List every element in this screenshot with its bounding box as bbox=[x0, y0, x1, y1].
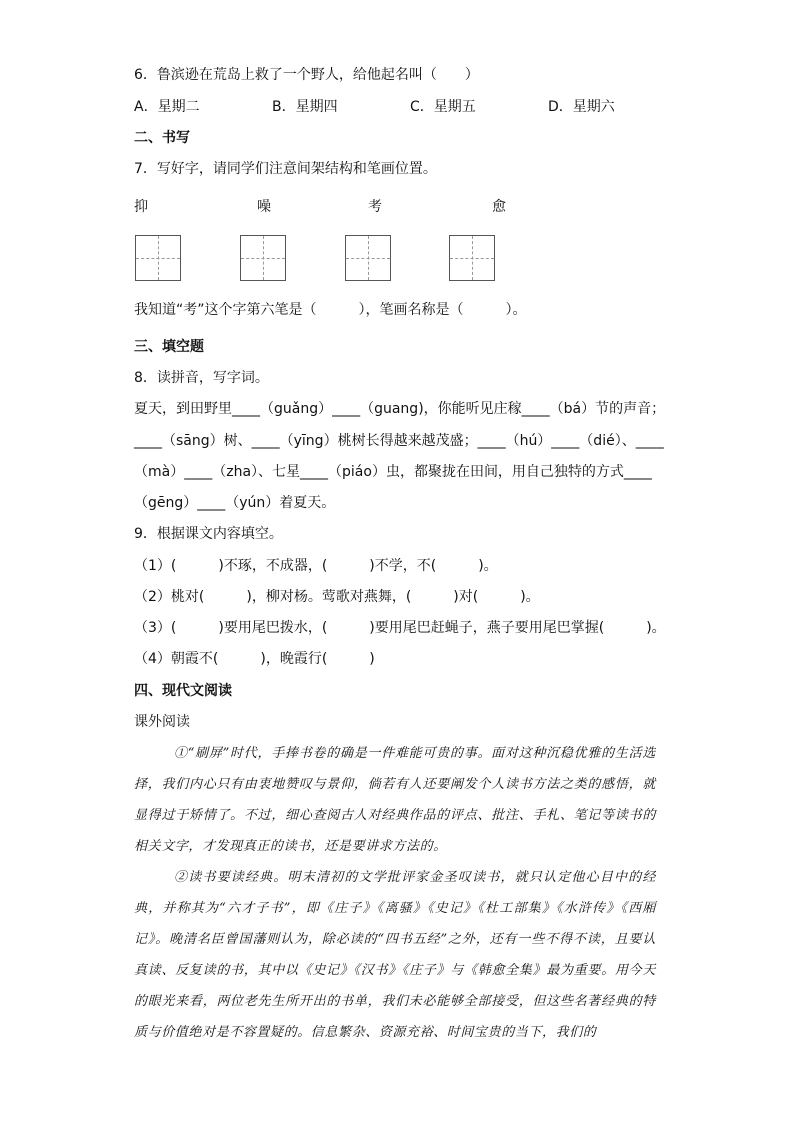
writing-grid-3[interactable] bbox=[345, 235, 391, 281]
section-3-title: 三、填空题 bbox=[134, 339, 204, 355]
pinyin-line-3: （mà）____（zha）、七星____（piáo）虫，都聚拢在田间，用自己独特的方式____ bbox=[134, 464, 652, 480]
reading-paragraph-2: ②读书要读经典。明末清初的文学批评家金圣叹读书，就只认定他心目中的经典，并称其为“六才子书”，即《庄子》《离骚》《史记》《杜工部集》《水浒传》《西厢记》。晚清名臣曾国藩则认为，除必读的“四书五经”之外，还有一些不得不读，且要认真读、反复读的书，其中以《史记》《汉书》《庄子》与《韩愈全集》最为重要。用今天的眼光来看，两位老先生所开出的书单，我们未必能够全部接受，但这些名著经典的特质与价值绝对是不容置疑的。信息繁杂、资源充裕、时间宝贵的当下，我们的 bbox=[134, 870, 656, 1040]
fill-item-1: （1）( )不琢，不成器，( )不学，不( )。 bbox=[134, 558, 498, 574]
writing-grid-1[interactable] bbox=[135, 235, 181, 281]
fill-item-2: （2）桃对( )，柳对杨。莺歌对燕舞，( )对( )。 bbox=[134, 589, 540, 605]
char-4: 愈 bbox=[492, 199, 506, 215]
char-1: 抑 bbox=[134, 199, 148, 215]
question-8: 8．读拼音，写字词。 bbox=[134, 370, 269, 386]
pinyin-line-1: 夏天，到田野里____（guǎng）____（guang)，你能听见庄稼____（bá）节的声音； bbox=[134, 401, 666, 417]
fill-item-3: （3）( )要用尾巴拨水，( )要用尾巴赶蝇子，燕子要用尾巴掌握( )。 bbox=[134, 620, 666, 636]
writing-grid-2[interactable] bbox=[240, 235, 286, 281]
section-4-title: 四、现代文阅读 bbox=[134, 683, 232, 699]
question-7: 7．写好字，请同学们注意间架结构和笔画位置。 bbox=[134, 161, 437, 177]
option-c[interactable]: C．星期五 bbox=[410, 99, 476, 115]
pinyin-line-2: ____（sāng）树、____（yīng）桃树长得越来越茂盛；____（hú）____（dié）、____ bbox=[134, 433, 664, 449]
writing-grid-4[interactable] bbox=[449, 235, 495, 281]
reading-paragraph-1: ①“刷屏”时代，手捧书卷的确是一件难能可贵的事。面对这种沉稳优雅的生活选择，我们内心只有由衷地赞叹与景仰，倘若有人还要阐发个人读书方法之类的感悟，就显得过于矫情了。不过，细心查阅古人对经典作品的评点、批注、手札、笔记等读书的相关文字，才发现真正的读书，还是要讲求方法的。 bbox=[134, 746, 656, 854]
option-a[interactable]: A．星期二 bbox=[134, 99, 200, 115]
question-7-note: 我知道“考”这个字第六笔是（ ），笔画名称是（ ）。 bbox=[134, 302, 527, 318]
char-2: 噪 bbox=[257, 199, 271, 215]
section-2-title: 二、书写 bbox=[134, 130, 190, 146]
char-3: 考 bbox=[368, 199, 382, 215]
question-6: 6．鲁滨逊在荒岛上救了一个野人，给他起名叫（ ） bbox=[134, 67, 479, 83]
section-4-subtitle: 课外阅读 bbox=[134, 714, 190, 730]
option-b[interactable]: B．星期四 bbox=[272, 99, 338, 115]
option-d[interactable]: D．星期六 bbox=[548, 99, 615, 115]
fill-item-4: （4）朝霞不( )，晚霞行( ) bbox=[134, 651, 375, 667]
question-9: 9．根据课文内容填空。 bbox=[134, 526, 283, 542]
pinyin-line-4: （gēng）____（yún）着夏天。 bbox=[134, 495, 336, 511]
